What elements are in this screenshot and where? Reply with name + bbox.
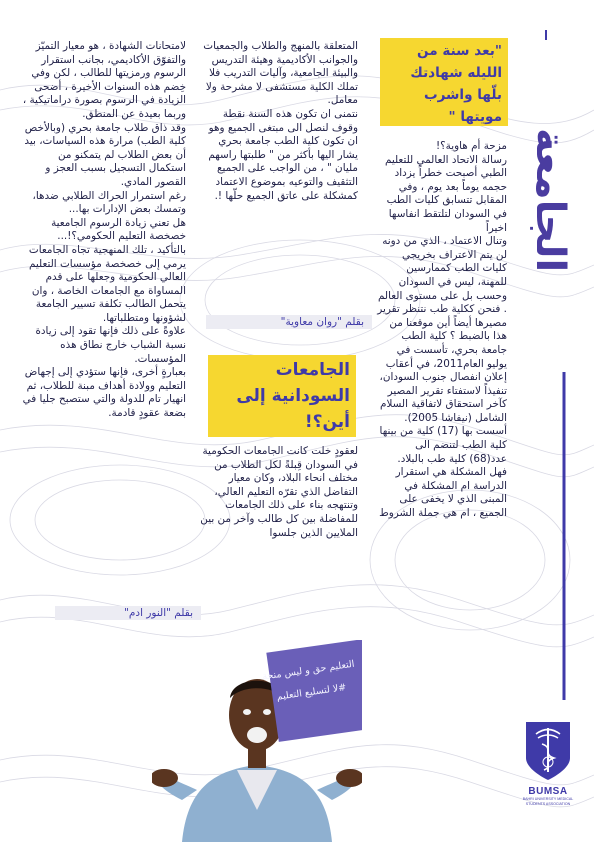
side-title-bar [516, 0, 594, 842]
paragraph: رغم استمرار الحراك الطلابي ضدها، وتمسك بعض الإدارات بها... [32, 189, 186, 216]
section-title: الجامعة [527, 127, 573, 273]
paragraph: وتنال الاعتماد ، الذي من دونه لن يتم الاعتراف بخريجي كليات الطب كممارسين للمهنة، ليس في السودان وحسب بل على مستوى العالم . فنحن ككلية طب نتنظر تقرير مصيرها أيضاً أين موقعنا من هذا بالضبط ؟ كلية الطب جامعة بحري، تأسست في يوليو العام2011، في أعقاب إعلان انفصال جنوب السودان، تنفيذاً لاستفتاء تقرير المصير كآخر استحقاق لاتفاقية السلام الشامل (نيفاشا 2005). [377, 235, 507, 424]
article-title: الجامعات السودانية إلى أين؟! [208, 355, 356, 437]
sign-line: التعليم حق و ليس منحة [261, 658, 356, 683]
logo-name: BUMSA [528, 786, 568, 797]
sign-line: #لا لتسليع التعليم [276, 682, 347, 703]
paragraph: مزحة أم هاوية؟! [435, 140, 507, 152]
article-column-left [18, 40, 186, 421]
paragraph: علاوةً على ذلك فإنها تقود إلى زيادة نسبة الشباب خارج نطاق هذه المؤسسات. [35, 325, 186, 365]
paragraph: بعبارةٍ أخرى، فإنها ستؤدي إلى إجهاض التعليم وولادة أهداف مبنة للطلاب، ثم انهيار تام للدولة والتي ستصبح جليا في بضعة عقودٍ قادمة. [22, 366, 186, 420]
paragraph: هل تعني زيادة الرسوم الجامعية خصخصة التعليم الحكومي؟!... [51, 216, 186, 243]
paragraph: نتمنى ان تكون هذه السنة نقطة وقوف لنصل الى مبتغى الجميع وهو ان تكون كلية الطب جامعة بحري يشار اليها بأكثر من " طلبتها راسهم مليان " ، من الواجب على الجميع التثقيف والتوعيه بموضوع الاعتماد كمشكلة على عاتق الجميع حلّها !. [208, 107, 358, 202]
paragraph: لعقودٍ خلت كانت الجامعات الحكومية في السودان قِبلةً لكل الطلاب من مختلف انحاء البلاد، وكان معيار التفاضل الذي تقرّه التعليم العالي، وتنتهجه بناء على ذلك الجامعات للمفاضلة بين كل طالب وآخر من بين الملايين الذين جلسوا [200, 445, 358, 539]
quote-box: "بعد سنة من الليله شهادتك بلّها واشرب مويتها " [380, 38, 508, 126]
article-column-right [377, 140, 507, 521]
paragraph: بالتأكيد ، تلك المنهجية تجاه الجامعات يرمي إلى خصخصة مؤسسات التعليم العالي الحكومية وجعلها على قدم المساواة مع الجامعات الخاصة ، وان يتحمل الطالب تكلفة تسيير الجامعة لشؤونها ومتطلباتها. [28, 243, 186, 324]
byline: بقلم "النور ادم" [55, 606, 201, 620]
paragraph: رسالة الاتحاد العالمي للتعليم الطبي أصبحت خطراً يزداد حجمه يوماً بعد يوم ، وفي المقابل تتسابق كليات الطب في السودان لتلتقط انفاسها اخيراً [384, 153, 507, 234]
paragraph: أسست بها (17) كلية من بينها كلية الطب لتنضم الى عدد(68) كلية طب بالبلاد. فهل المشكلة هي استقرار الدراسة ام المشكلة في المبنى الذي لا يخفى على الجميع ، ام هي جملة الشروط [379, 425, 507, 520]
paragraph: المتعلقة بالمنهج والطلاب والجمعيات والجوانب الأكاديمية وهيئة التدريس والبيئة الجامعية، وآليات التدريب فلا تملك الكلية مستشفى لا مشرحة ولا معامل. [203, 40, 358, 107]
byline: بقلم "روان معاوية" [206, 315, 372, 329]
article-column-middle-top [198, 40, 358, 203]
bumsa-logo [518, 718, 578, 818]
paragraph: لامتحانات الشهادة ، هو معيار التميّز والتفوّق الأكاديمي، بجانب استقرار الرسوم ورمزيتها للطالب ، لكن وفي خِضم هذه السنوات الأخيرة ، أضحى الزيادة في الرسوم بصورة دراماتيكية ، وربما بعيدة عن المنطق. [22, 40, 186, 120]
article-column-middle-bottom [198, 445, 358, 540]
paragraph: وقد ذاق طلاب جامعة بحري (وبالأخص كلية الطب) مرارة هذه السياسات، بيد أن بعض الطلاب لم يتمكنو من استكمال التسجيل بسبب العجز و القصور المادي. [24, 121, 186, 188]
logo-subtitle: BAHRI UNIVERSITY MEDICAL STUDENTS ASSOCIATION [522, 797, 574, 806]
caduceus-shield-icon [522, 718, 574, 782]
